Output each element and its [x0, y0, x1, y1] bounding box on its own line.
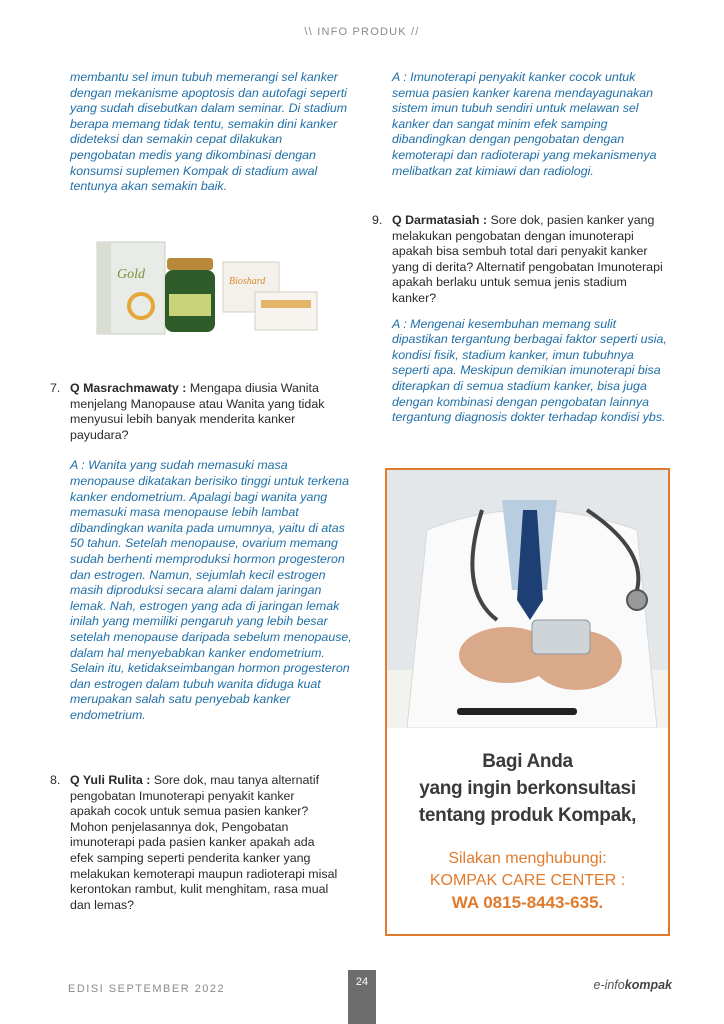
question-8 [50, 773, 350, 913]
qa-9 [372, 213, 672, 426]
product-image [95, 236, 325, 336]
doctor-photo [387, 470, 668, 728]
question-9 [372, 213, 672, 307]
question-asker: Q Darmatasiah : [392, 213, 488, 227]
promo-heading [387, 748, 668, 829]
promo-line: tentang produk Kompak, [418, 805, 637, 826]
product-box-label: Gold [117, 267, 145, 282]
qa-8 [50, 773, 350, 913]
brand-name: kompak [624, 978, 672, 992]
question-text: Mengapa diusia Wanita menjelang Manopause atau Wanita yang tidak menyusui lebih banyak menderita kanker payudara? [70, 381, 325, 442]
promo-line: Bagi Anda [482, 751, 573, 772]
answer-8: A : Imunoterapi penyakit kanker cocok untuk semua pasien kanker karena mendayagunakan sistem imun tubuh sendiri untuk melawan sel kanker dan sangat minim efek samping dibandingkan dengan pengobatan dengan kemoterapi dan radioterapi yang mekanismenya melibatkan zat kimiawi dan radiologi. [392, 70, 657, 178]
promo-contact [387, 848, 668, 914]
promo-line: yang ingin berkonsultasi [419, 778, 636, 799]
right-column [372, 70, 672, 179]
care-center-label: KOMPAK CARE CENTER : [429, 872, 626, 889]
page-number: 24 [355, 976, 369, 988]
question-number: 7. [50, 381, 61, 395]
question-text: Sore dok, mau tanya alternatif pengobatan Imunoterapi penyakit kanker apakah cocok untuk semua pasien kanker? Mohon penjelasannya dok, Pengobatan imunoterapi pada pasien kanker apakah ada efek samping seperti penderita kanker yang melakukan kemoterapi maupun radioterapi misal kerontokan rambut, kulit menghitam, rasa mual dan lemas? [70, 773, 338, 912]
question-7 [50, 381, 350, 443]
consultation-promo [385, 468, 670, 936]
answer-9: A : Mengenai kesembuhan memang sulit dipastikan tergantung berbagai faktor seperti usia, kondisi fisik, stadium kanker, imun tubuhnya seperti apa. Meskipun demikian imunoterapi bisa diterapkan di semua stadium kanker, bisa juga dengan kombinasi dengan pengobatan lainnya tergantung diagnosis dokter terhadap kondisi ybs. [392, 316, 667, 425]
qa-7 [50, 381, 350, 723]
left-column [50, 70, 350, 195]
question-asker: Q Yuli Rulita : [70, 773, 151, 787]
question-number: 9. [372, 213, 383, 227]
brand-prefix: e-info [593, 978, 625, 992]
question-number: 8. [50, 773, 61, 787]
edition-label: EDISI SEPTEMBER 2022 [68, 983, 226, 995]
brand-logo [593, 978, 672, 992]
whatsapp-number[interactable]: WA 0815-8443-635. [451, 893, 604, 912]
section-header: \\ INFO PRODUK // [304, 26, 420, 38]
answer-7: A : Wanita yang sudah memasuki masa menopause dikatakan berisiko tinggi untuk terkena kanker endometrium. Apalagi bagi wanita yang memasuki masa menopause lebih lambat dibandingkan wanita pada umumnya, yaitu di atas 50 tahun. Setelah menopause, ovarium memang sudah berhenti memproduksi hormon progesteron dan estrogen. Namun, sejumlah kecil estrogen masih diproduksi secara alami dalam jaringan lemak. Nah, estrogen yang ada di jaringan lemak inilah yang memiliki pengaruh yang lebih besar setelah menopause daripada sebelum menopause, dalam hal menyebabkan kanker endometrium. Selain itu, ketidakseimbangan hormon progesteron dan estrogen dalam tubuh wanita diduga kuat merupakan salah satu penyebab kanker endometrium. [70, 458, 352, 722]
question-asker: Q Masrachmawaty : [70, 381, 187, 395]
question-text: Sore dok, pasien kanker yang melakukan pengobatan dengan imunoterapi apakah bisa sembuh total dari penyakit kanker yang di derita? Alternatif pengobatan Imunoterapi apakah berlaku untuk semua jenis stadium kanker? [392, 213, 663, 305]
product-sachet-label: Bioshard [229, 276, 266, 287]
promo-contact-line: Silakan menghubungi: [448, 850, 607, 867]
intro-answer: membantu sel imun tubuh memerangi sel kanker dengan mekanisme apoptosis dan autofagi seperti yang sudah disebutkan dalam seminar. Di stadium berapa memang tidak tentu, semakin dini kanker dideteksi dan semakin cepat dilakukan pengobatan medis yang dikombinasi dengan konsumsi suplemen Kompak di stadium awal tentunya akan semakin baik. [70, 70, 348, 194]
